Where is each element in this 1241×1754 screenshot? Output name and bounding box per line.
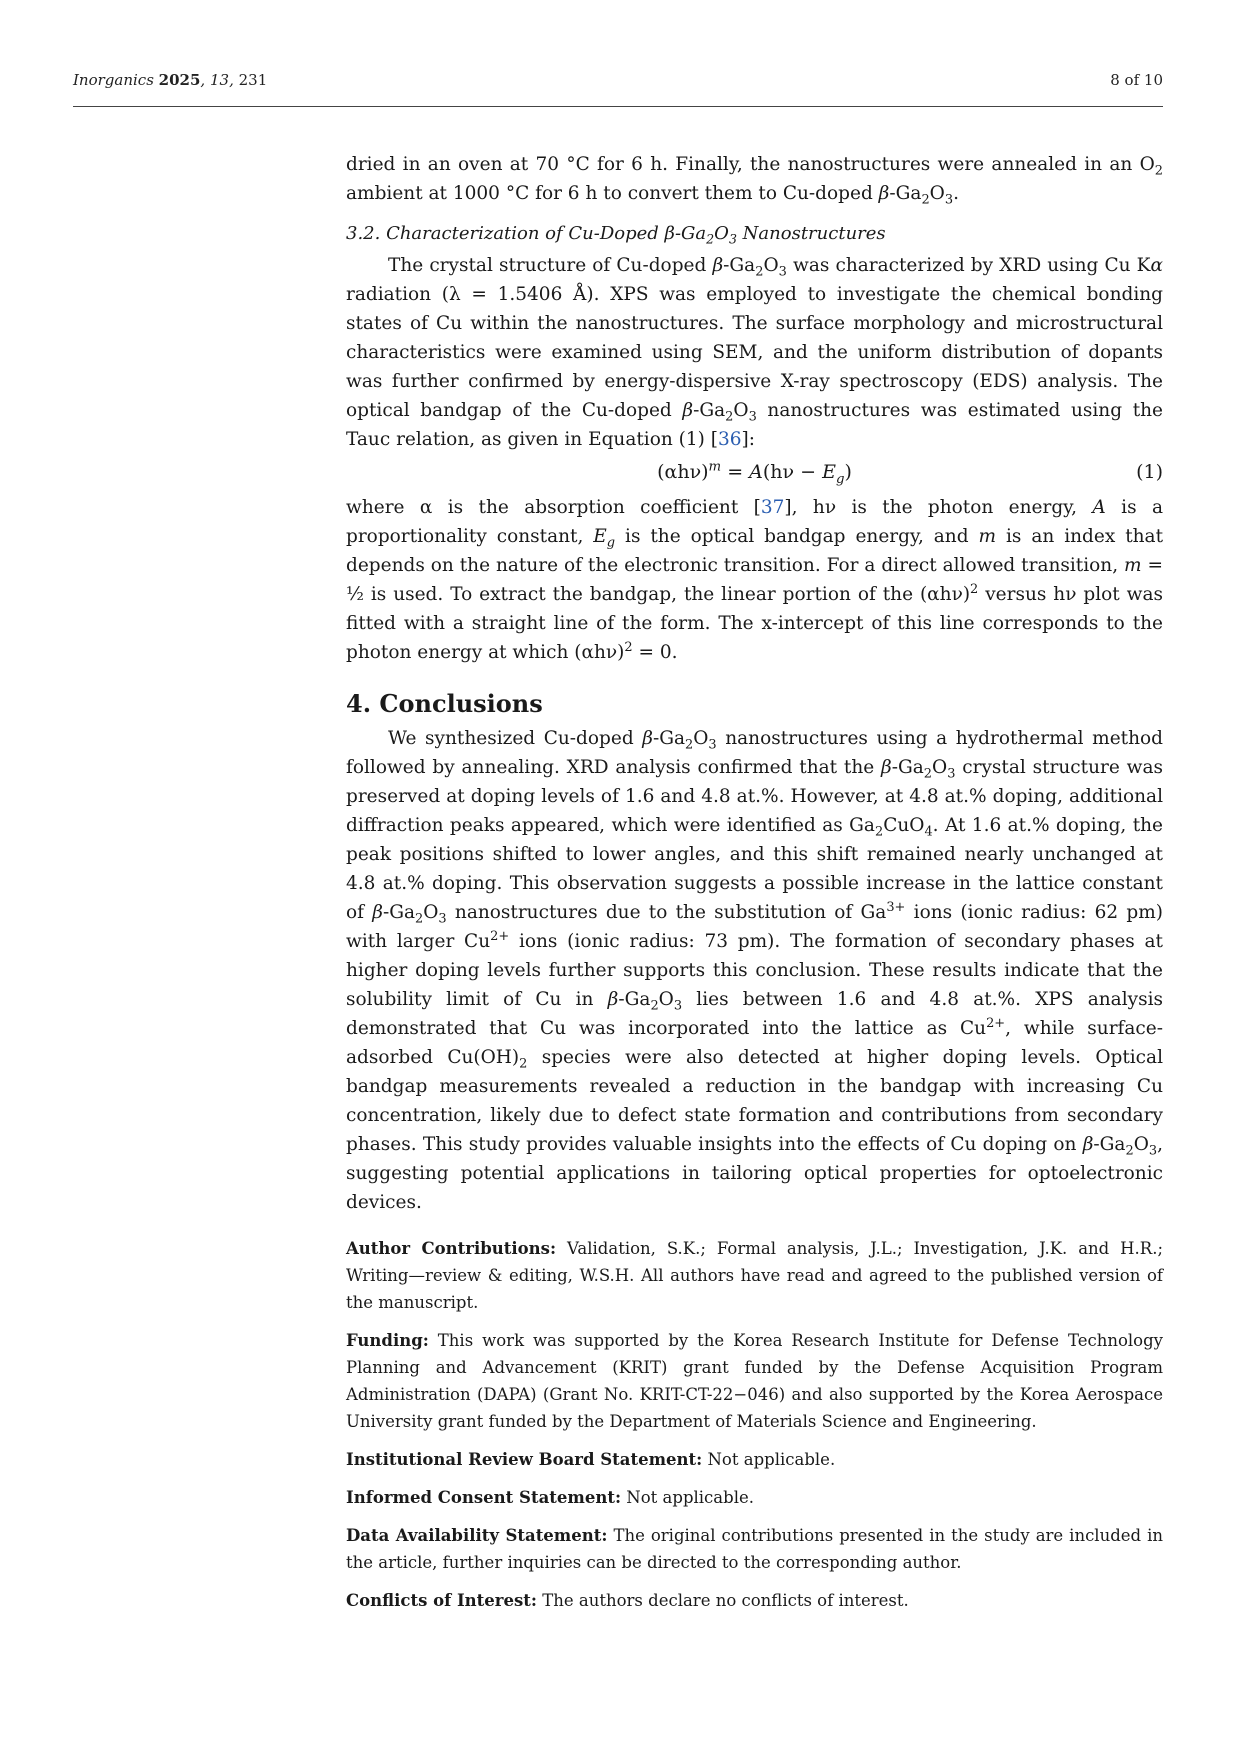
tauc-equation: $(\alpha h\nu)^m = A(h\nu - E_g)$ [657, 459, 852, 487]
author-contributions: Author Contributions: Validation, S.K.; Formal analysis, J.L.; Investigation, J.K. and H.R.; Writing—review & editing, W.S.H. All authors have read and agreed to the published version of the manuscript. [346, 1239, 1164, 1312]
citation-link-37[interactable]: 37 [760, 497, 785, 518]
funding-statement: Funding: This work was supported by the Korea Research Institute for Defense Technology Planning and Advancement (KRIT) grant funded by the Defense Acquisition Program Administration (DAPA) (Grant No. KRIT-CT-22−046) and also supported by the Korea Aerospace University grant funded by the Department of Materials Science and Engineering. [346, 1331, 1163, 1431]
section-3-2-heading: 3.2. Characterization of Cu-Doped $\beta-Ga_2O_3$ Nanostructures [346, 223, 886, 247]
citation-link-36[interactable]: 36 [717, 429, 742, 450]
conflicts-of-interest: Conflicts of Interest: The authors declare no conflicts of interest. [346, 1591, 909, 1610]
tauc-paragraph: where α is the absorption coefficient [37], hν is the photon energy, A is a proportionality constant, $E_g$ is the optical bandgap energy, and m is an index that depends on the nature of the electronic transition. For a direct allowed transition, m = ½ is used. To extract the bandgap, the linear portion of the $(\alpha h\nu)^2$ versus hν plot was fitted with a straight line of the form. The x-intercept of this line corresponds to the photon energy at which $(\alpha h\nu)^2 = 0$. [346, 497, 1164, 663]
section-4-heading: 4. Conclusions [346, 689, 543, 718]
informed-consent-statement: Informed Consent Statement: Not applicable. [346, 1488, 754, 1507]
running-header [73, 71, 1163, 97]
irb-statement: Institutional Review Board Statement: Not applicable. [346, 1450, 836, 1469]
conclusions-paragraph: We synthesized Cu-doped $\beta-Ga_2O_3$ nanostructures using a hydrothermal method followed by annealing. XRD analysis confirmed that the $\beta-Ga_2O_3$ crystal structure was preserved at doping levels of 1.6 and 4.8 at.%. However, at 4.8 at.% doping, additional diffraction peaks appeared, which were identified as $Ga_2CuO_4$. At 1.6 at.% doping, the peak positions shifted to lower angles, and this shift remained nearly unchanged at 4.8 at.% doping. This observation suggests a possible increase in the lattice constant of $\beta-Ga_2O_3$ nanostructures due to the substitution of $Ga^{3+}$ ions (ionic radius: 62 pm) with larger $Cu^{2+}$ ions (ionic radius: 73 pm). The formation of secondary phases at higher doping levels further supports this conclusion. These results indicate that the solubility limit of Cu in $\beta-Ga_2O_3$ lies between 1.6 and 4.8 at.%. XPS analysis demonstrated that Cu was incorporated into the lattice as $Cu^{2+}$, while surface-adsorbed $Cu(OH)_2$ species were also detected at higher doping levels. Optical bandgap measurements revealed a reduction in the bandgap with increasing Cu concentration, likely due to defect state formation and contributions from secondary phases. This study provides valuable insights into the effects of Cu doping on $\beta-Ga_2O_3$, suggesting potential applications in tailoring optical properties for optoelectronic devices. [346, 728, 1164, 1213]
journal-citation: Inorganics 2025, 13, 231 [73, 71, 268, 89]
page-body [346, 150, 1163, 1614]
data-availability-statement: Data Availability Statement: The original contributions presented in the study are included in the article, further inquiries can be directed to the corresponding author. [346, 1526, 1163, 1572]
page-number: 8 of 10 [1110, 71, 1163, 89]
equation-number: (1) [1136, 461, 1163, 483]
characterization-paragraph: The crystal structure of Cu-doped $\beta-Ga_2O_3$ was characterized by XRD using Cu Kα radiation (λ = 1.5406 Å). XPS was employed to investigate the chemical bonding states of Cu within the nanostructures. The surface morphology and microstructural characteristics were examined using SEM, and the uniform distribution of dopants was further confirmed by energy-dispersive X-ray spectroscopy (EDS) analysis. The optical bandgap of the Cu-doped $\beta-Ga_2O_3$ nanostructures was estimated using the Tauc relation, as given in Equation (1) [36]: [346, 255, 1163, 450]
header-rule [73, 106, 1163, 107]
intro-paragraph: dried in an oven at 70 °C for 6 h. Finally, the nanostructures were annealed in an $O_2$ ambient at 1000 °C for 6 h to convert them to Cu-doped $\beta-Ga_2O_3$. [346, 154, 1163, 208]
equation-1 [346, 455, 1163, 489]
